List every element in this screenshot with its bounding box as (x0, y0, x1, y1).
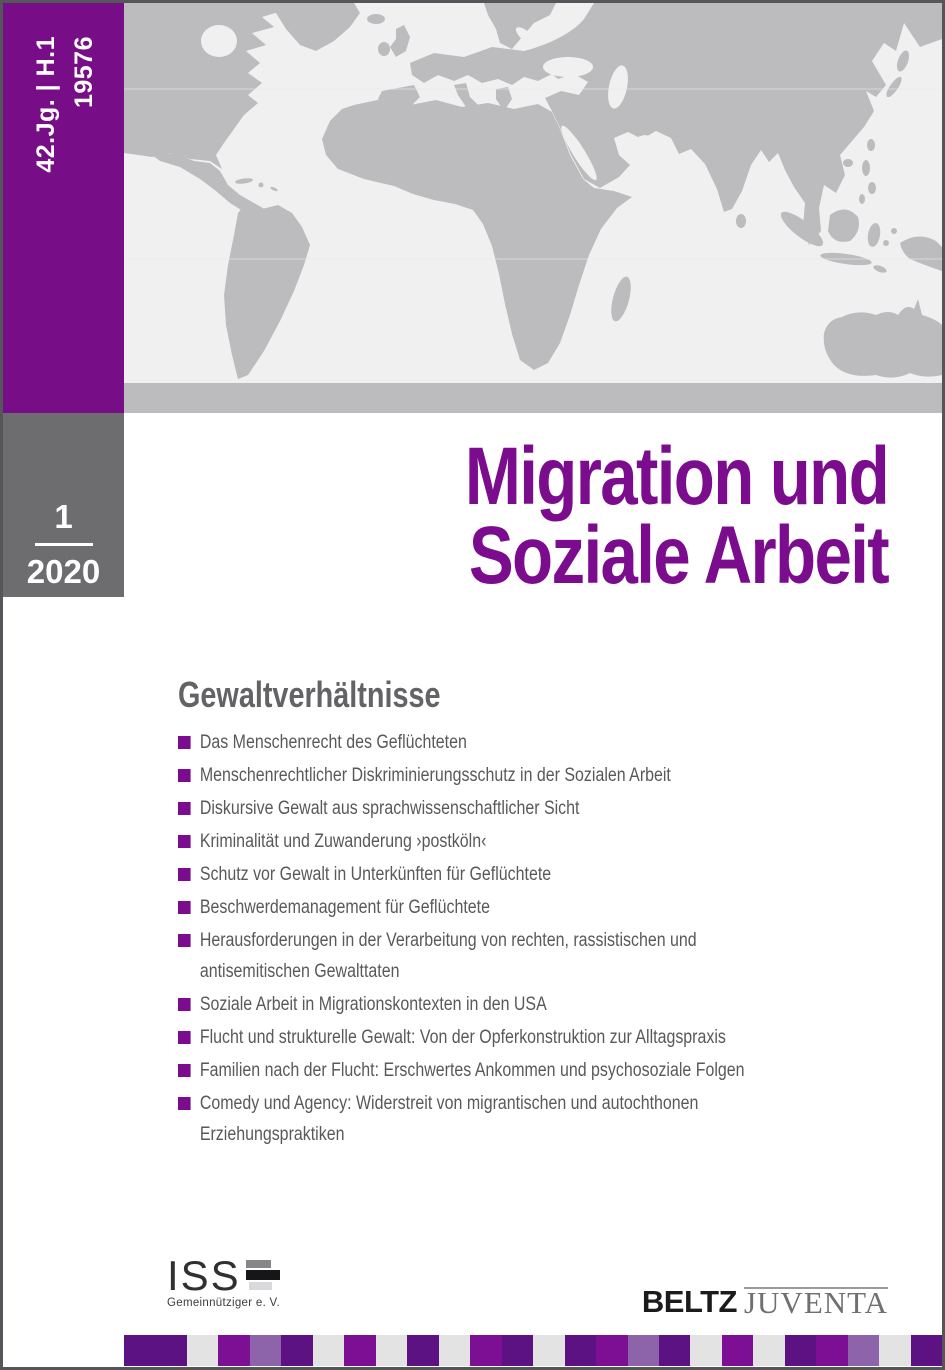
philippines-2 (868, 182, 876, 194)
toc-item-text: Soziale Arbeit in Migrationskontexten in den USA (199, 994, 547, 1015)
moluccas-1 (883, 240, 889, 246)
iss-bar-middle (246, 1270, 280, 1280)
iss-bar-bottom (249, 1282, 272, 1290)
strip-cell (502, 1335, 533, 1366)
strip-cell (816, 1335, 847, 1366)
strip-cell (533, 1335, 564, 1366)
hainan (843, 159, 853, 167)
juventa-wordmark: JUVENTA (743, 1285, 888, 1320)
beltz-wordmark: BELTZ (641, 1284, 737, 1319)
taiwan (867, 139, 875, 151)
title-line-2: Soziale Arbeit (468, 510, 888, 601)
issue-divider (35, 543, 93, 546)
strip-cell (628, 1335, 659, 1366)
strip-cell (407, 1335, 438, 1366)
bullet-square-icon (178, 835, 191, 848)
bullet-square-icon (178, 1031, 191, 1044)
title-line-1: Migration und (464, 431, 888, 522)
bullet-square-icon (178, 998, 191, 1011)
bullet-square-icon (178, 769, 191, 782)
strip-cell (344, 1335, 375, 1366)
strip-cell (596, 1335, 627, 1366)
toc-item (178, 1088, 800, 1150)
spine-bar (3, 3, 124, 413)
world-map (124, 3, 942, 413)
strip-cell (281, 1335, 312, 1366)
strip-cell (753, 1335, 784, 1366)
toc-item (178, 760, 800, 791)
black-sea (543, 57, 593, 77)
philippines-3 (859, 194, 865, 204)
strip-cell (470, 1335, 501, 1366)
map-bottom-band (124, 383, 942, 413)
iss-bar-top (246, 1260, 271, 1268)
strip-cell (439, 1335, 470, 1366)
iss-logo (167, 1252, 280, 1309)
strip-cell (187, 1335, 218, 1366)
toc-item (178, 727, 800, 758)
toc-list (178, 727, 800, 1152)
toc-item (178, 892, 800, 923)
spine-issue-info: 42.Jg. | H.1 (32, 36, 60, 173)
spine-label (27, 36, 103, 371)
toc-item (178, 925, 800, 987)
color-strip (124, 1335, 942, 1366)
toc-item-text: Schutz vor Gewalt in Unterkünften für Geflüchtete (199, 864, 552, 885)
iss-wordmark: ISS (167, 1252, 241, 1299)
iss-bars-icon (246, 1260, 280, 1290)
bullet-square-icon (178, 934, 191, 947)
strip-cell (376, 1335, 407, 1366)
strip-cell (250, 1335, 281, 1366)
beltz-juventa-logo (641, 1284, 888, 1320)
journal-title (464, 431, 888, 601)
hudson-bay (201, 25, 237, 57)
toc-item (178, 989, 800, 1020)
strip-cell (879, 1335, 910, 1366)
toc-item-text: Beschwerdemanagement für Geflüchtete (199, 897, 490, 918)
strip-cell (659, 1335, 690, 1366)
issue-year: 2020 (26, 553, 101, 590)
strip-cell (690, 1335, 721, 1366)
bullet-square-icon (178, 1064, 191, 1077)
iceland (367, 14, 385, 24)
toc-item-text: Familien nach der Flucht: Erschwertes Ankommen und psychosoziale Folgen (199, 1060, 745, 1081)
toc-item (178, 1022, 800, 1053)
bullet-square-icon (178, 736, 191, 749)
bullet-square-icon (178, 901, 191, 914)
strip-cell (313, 1335, 344, 1366)
strip-cell (155, 1335, 186, 1366)
strip-cell (565, 1335, 596, 1366)
hispaniola (259, 183, 264, 188)
toc-item-text: Herausforderungen in der Verarbeitung von rechten, rassistischen und antisemitischen Gewalttaten (199, 930, 697, 982)
toc-item-text: Kriminalität und Zuwanderung ›postköln‹ (199, 831, 487, 852)
strip-cell (911, 1335, 942, 1366)
strip-cell (722, 1335, 753, 1366)
toc-item (178, 793, 800, 824)
strip-cell (218, 1335, 249, 1366)
bullet-square-icon (178, 868, 191, 881)
strip-cell (848, 1335, 879, 1366)
toc-item (178, 1055, 800, 1086)
ireland (378, 42, 390, 56)
sri-lanka (736, 214, 746, 228)
section-heading: Gewaltverhältnisse (178, 674, 441, 715)
issue-box (3, 413, 124, 597)
toc-item-text: Flucht und strukturelle Gewalt: Von der Opferkonstruktion zur Alltagspraxis (199, 1027, 726, 1048)
strip-cell (124, 1335, 155, 1366)
moluccas-2 (891, 228, 897, 234)
world-map-svg (124, 3, 942, 413)
toc-item-text: Menschenrechtlicher Diskriminierungsschutz in der Sozialen Arbeit (199, 765, 671, 786)
toc-item (178, 859, 800, 890)
toc-item-text: Comedy und Agency: Widerstreit von migrantischen und autochthonen Erziehungspraktiken (199, 1093, 699, 1145)
bullet-square-icon (178, 802, 191, 815)
strip-cell (785, 1335, 816, 1366)
toc-item-text: Diskursive Gewalt aus sprachwissenschaftlicher Sicht (199, 798, 580, 819)
spine-issn: 19576 (70, 36, 98, 109)
toc-item (178, 826, 800, 857)
bullet-square-icon (178, 1097, 191, 1110)
issue-number: 1 (54, 498, 73, 535)
philippines-1 (862, 160, 870, 176)
iss-caption: Gemeinnütziger e. V. (167, 1297, 280, 1309)
toc-item-text: Das Menschenrecht des Geflüchteten (199, 732, 467, 753)
